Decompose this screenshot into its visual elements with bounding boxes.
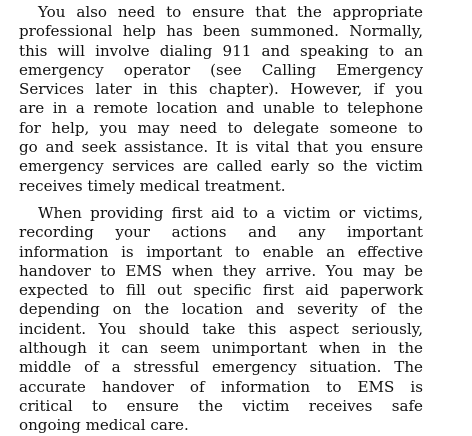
text-line: emergency operator (see Calling Emergency [19, 60, 423, 79]
text-line: You also need to ensure that the appropriate [38, 3, 423, 21]
text-line: ongoing medical care. [19, 416, 189, 435]
text-line: incident. You should take this aspect seriously, [19, 319, 423, 338]
text-line: When providing first aid to a victim or victims, [38, 203, 423, 222]
text-line: for help, you may need to delegate someone to [19, 118, 423, 137]
text-line: emergency services are called early so the victim [19, 157, 423, 176]
text-line: this will involve dialing 911 and speaking to an [19, 41, 423, 60]
text-line: critical to ensure the victim receives safe [19, 396, 423, 415]
text-line: although it can seem unimportant when in the [19, 339, 423, 358]
paragraph-ems-handover [19, 204, 423, 436]
text-line: middle of a stressful emergency situation. The [19, 358, 423, 377]
text-line: go and seek assistance. It is vital that you ensure [19, 138, 423, 157]
text-line: receives timely medical treatment. [19, 176, 286, 195]
text-line: Services later in this chapter). However, if you [19, 80, 423, 99]
text-line: depending on the location and severity of the [19, 300, 423, 319]
text-line: recording your actions and any important [19, 223, 423, 242]
paragraph-emergency-help [19, 3, 423, 196]
text-line: are in a remote location and unable to telephone [19, 99, 423, 118]
document-page [19, 3, 423, 436]
text-line: information is important to enable an effective [19, 242, 423, 261]
text-line: accurate handover of information to EMS is [19, 377, 423, 396]
text-line: handover to EMS when they arrive. You may be [19, 261, 423, 280]
text-line: professional help has been summoned. Normally, [19, 22, 423, 41]
text-line: expected to fill out specific first aid paperwork [19, 281, 423, 300]
